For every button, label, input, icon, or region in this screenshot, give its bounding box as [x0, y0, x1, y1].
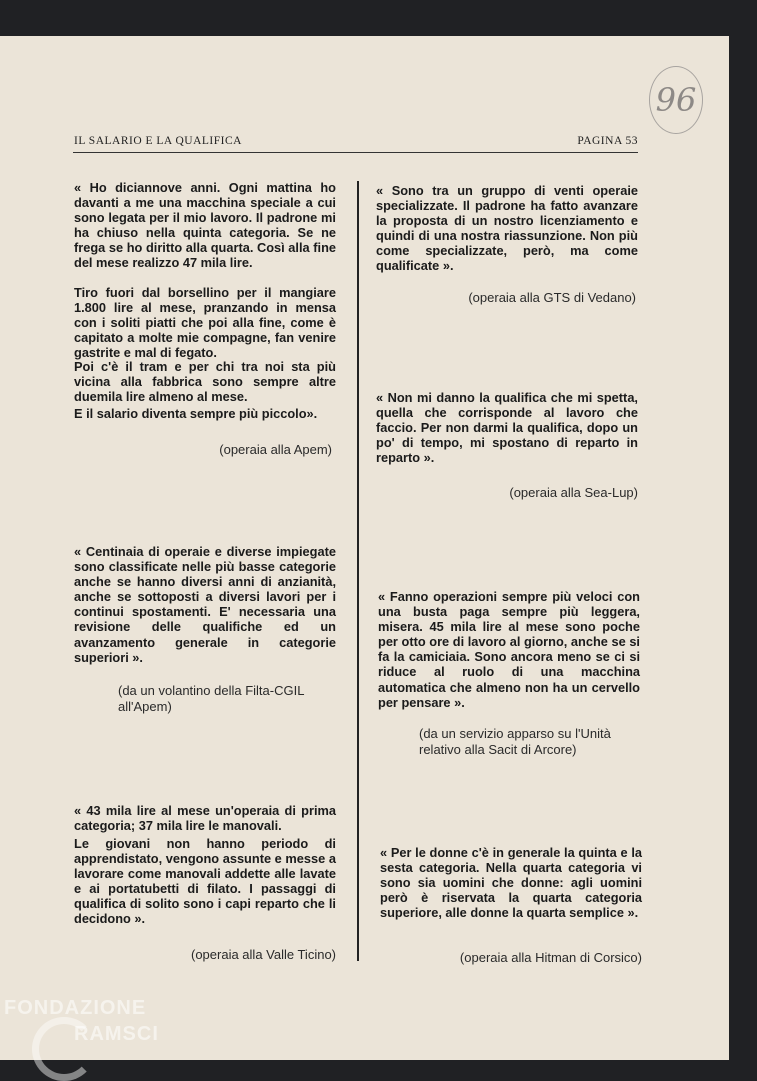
quote-paragraph: Poi c'è il tram e per chi tra noi sta più vicina alla fabbrica sono sempre altre duemila lire almeno al mese.	[74, 359, 336, 405]
quote-source: (operaia alla Valle Ticino)	[191, 947, 336, 962]
quote-source: (da un volantino della Filta-CGIL all'Apem)	[118, 683, 304, 714]
quote-paragraph: « Centinaia di operaie e diverse impiegate sono classificate nelle più basse categorie anche se hanno diversi anni di anzianità, anche se sottoposti a diversi lavori per i continui spostamenti. E' necessaria una revisione delle qualifiche ed un avanzamento generale in categorie superiori ».	[74, 544, 336, 665]
watermark-line: RAMSCI	[74, 1023, 159, 1045]
watermark-line: FONDAZIONE	[4, 997, 147, 1019]
quote-source: (operaia alla Apem)	[219, 442, 332, 457]
quote-paragraph: Tiro fuori dal borsellino per il mangiare 1.800 lire al mese, pranzando in mensa con i soliti piatti che poi alla fine, come è capitato a molte mie compagne, fan venire gastrite e mal di fegato.	[74, 285, 336, 361]
column-divider	[357, 181, 359, 961]
section-title: IL SALARIO E LA QUALIFICA	[74, 135, 242, 147]
quote-paragraph: Le giovani non hanno periodo di apprendistato, vengono assunte e messe a lavorare come manovali addette alle lavate e ai portatubetti di filato. I passaggi di qualifica di solito sono i capi reparto che li decidono ».	[74, 836, 336, 927]
page-number: PAGINA 53	[577, 135, 638, 147]
quote-source: (operaia alla Sea-Lup)	[509, 485, 638, 500]
quote-paragraph: « 43 mila lire al mese un'operaia di prima categoria; 37 mila lire le manovali.	[74, 803, 336, 834]
quote-paragraph: « Non mi danno la qualifica che mi spetta, quella che corrisponde al lavoro che faccio. Per non darmi la qualifica, dopo un po' di tempo, mi spostano di reparto in reparto ».	[376, 390, 638, 466]
quote-paragraph: « Fanno operazioni sempre più veloci con una busta paga sempre più leggera, misera. 45 mila lire al mese sono poche per otto ore di lavoro al giorno, anche se si fa la camiciaia. Sono ancora meno se ci si riduce al ruolo di una macchina automatica che almeno non ha un cervello per pensare ».	[378, 589, 640, 710]
quote-source: (operaia alla GTS di Vedano)	[468, 290, 636, 305]
g-logo-icon	[32, 1017, 96, 1081]
header-divider	[73, 152, 638, 153]
quote-source: (operaia alla Hitman di Corsico)	[459, 950, 642, 965]
quote-paragraph: E il salario diventa sempre più piccolo».	[74, 406, 318, 421]
handwritten-page-number: 96	[649, 66, 703, 134]
fondazione-gramsci-watermark	[4, 995, 159, 1047]
quote-paragraph: « Per le donne c'è in generale la quinta e la sesta categoria. Nella quarta categoria vi sono sia uomini che donne: agli uomini però è riservata la quarta categoria superiore, alle donne la quarta semplice ».	[380, 845, 642, 921]
quote-paragraph: « Sono tra un gruppo di venti operaie specializzate. Il padrone ha fatto avanzare la proposta di un nostro licenziamento e quindi di una nostra riassunzione. Non più come specializzate, però, ma come qualificate ».	[376, 183, 638, 274]
quote-paragraph: « Ho diciannove anni. Ogni mattina ho davanti a me una macchina speciale a cui sono legata per il mio lavoro. Il padrone mi ha chiuso nella quinta categoria. Se ne frega se ho diritto alla quarta. Così alla fine del mese realizzo 47 mila lire.	[74, 180, 336, 271]
quote-source: (da un servizio apparso su l'Unità relativo alla Sacit di Arcore)	[419, 726, 611, 757]
